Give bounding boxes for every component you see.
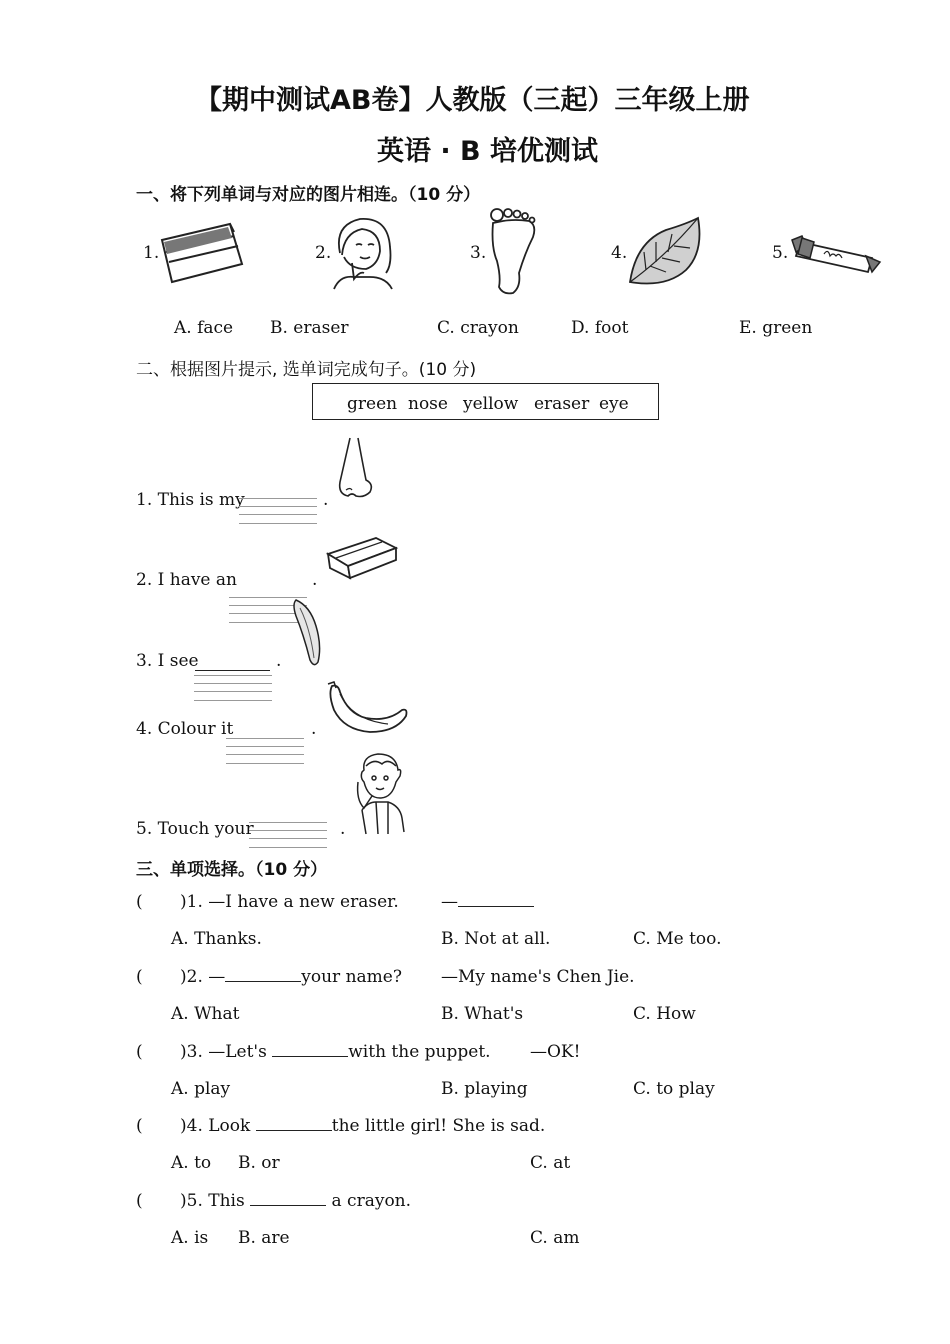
nose-icon [336,434,376,504]
sentence-text: 3. I see [136,651,199,671]
sentence-end: . [311,719,317,739]
option: B. or [238,1153,280,1173]
word-option: B. eraser [270,318,349,338]
option: A. Thanks. [171,929,262,949]
writing-blank[interactable] [239,498,317,524]
section1-heading: 一、将下列单词与对应的图片相连。（10 分） [136,185,481,205]
sentence-text: 1. This is my [136,490,245,510]
option: B. are [238,1228,290,1248]
answer-paren: ( [136,892,143,912]
leaf-icon [626,212,706,292]
answer-paren: ( [136,967,143,987]
word-bank-item: yellow [463,394,519,414]
word-option: E. green [739,318,813,338]
picture-number: 4. [611,243,628,263]
picture-number: 5. [772,243,789,263]
banana-icon [326,680,412,736]
option: B. Not at all. [441,929,551,949]
answer-paren: ( [136,1191,143,1211]
word-bank-item: green [347,394,398,414]
question-reply: —OK! [530,1042,581,1062]
writing-blank[interactable] [194,675,272,701]
sentence-end: . [323,490,329,510]
sentence-end: . [276,651,282,671]
girl-face-icon [330,213,400,291]
eraser-icon [326,532,398,580]
sentence-end: . [340,819,346,839]
question-text: )4. Look the little girl! She is sad. [180,1116,546,1136]
picture-number: 2. [315,243,332,263]
option: A. to [171,1153,212,1173]
option: A. is [171,1228,209,1248]
picture-number: 1. [143,243,160,263]
option: C. am [530,1228,580,1248]
word-bank-item: nose [408,394,448,414]
picture-number: 3. [470,243,487,263]
option: B. playing [441,1079,528,1099]
word-option: A. face [174,318,234,338]
eraser-icon [158,218,248,288]
question-reply: — [441,892,534,912]
question-reply: —My name's Chen Jie. [441,967,635,987]
option: C. at [530,1153,571,1173]
question-text: )2. — your name? [180,967,402,987]
writing-blank[interactable] [249,822,327,848]
sentence-text: 4. Colour it [136,719,234,739]
page-title: 【期中测试AB卷】人教版（三起）三年级上册 [195,85,750,116]
boy-eye-icon [352,752,408,836]
option: B. What's [441,1004,524,1024]
option: C. to play [633,1079,715,1099]
word-bank-item: eye [599,394,629,414]
sentence-end: . [312,570,318,590]
sentence-text: 2. I have an [136,570,237,590]
crayon-icon [788,232,884,278]
foot-icon [485,207,545,297]
page-subtitle: 英语 · B 培优测试 [377,136,599,167]
answer-paren: ( [136,1116,143,1136]
answer-paren: ( [136,1042,143,1062]
green-bean-icon [292,596,324,668]
question-text: )1. —I have a new eraser. [180,892,399,912]
section3-heading: 三、单项选择。（10 分） [136,860,328,880]
sentence-text: 5. Touch your [136,819,254,839]
writing-blank[interactable] [226,738,304,764]
option: C. Me too. [633,929,722,949]
option: A. What [171,1004,240,1024]
word-option: C. crayon [437,318,519,338]
question-text: )5. This a crayon. [180,1191,412,1211]
section2-heading: 二、根据图片提示, 选单词完成句子。(10 分) [136,360,477,380]
option: A. play [171,1079,231,1099]
word-option: D. foot [571,318,629,338]
word-bank-item: eraser [534,394,590,414]
option: C. How [633,1004,696,1024]
answer-line[interactable] [195,656,270,671]
question-text: )3. —Let's with the puppet. [180,1042,491,1062]
